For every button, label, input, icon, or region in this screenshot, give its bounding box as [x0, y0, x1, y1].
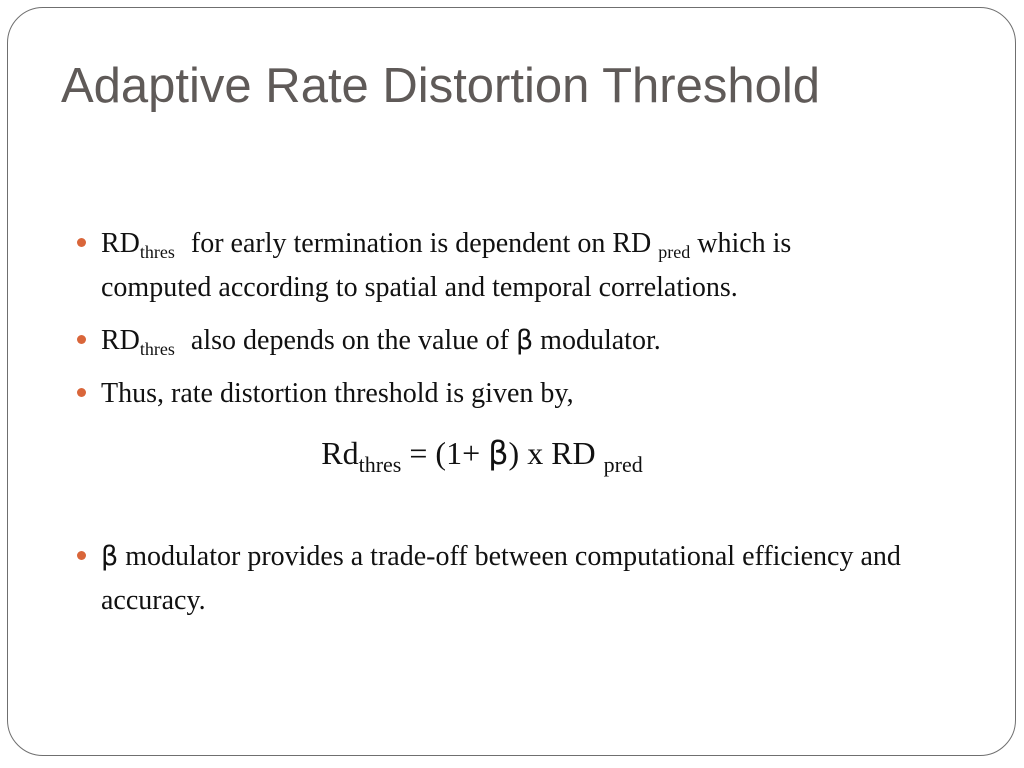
bullet-text: Thus, rate distortion threshold is given by, — [101, 378, 574, 409]
formula-lhs-subscript: thres — [358, 452, 402, 477]
bullet-text: modulator. — [540, 325, 661, 356]
bullet-text: for early termination is dependent on RD — [190, 228, 652, 259]
bullet-dot-icon — [77, 335, 86, 344]
rd-symbol: RD — [101, 325, 140, 356]
formula-rest: ) x RD — [508, 435, 596, 471]
bullet-dot-icon — [77, 551, 86, 560]
beta-symbol: β — [101, 541, 119, 572]
pred-subscript: pred — [658, 242, 691, 262]
bullet-text: also depends on the value of — [190, 325, 509, 356]
formula-equals: = (1+ — [409, 435, 481, 471]
rd-subscript: thres — [139, 242, 175, 262]
bullet-item — [77, 222, 907, 310]
bullet-item — [77, 319, 907, 363]
bullet-text: modulator provides a trade-off between computational efficiency and accuracy. — [101, 541, 901, 616]
slide-body — [77, 222, 907, 623]
bullet-dot-icon — [77, 388, 86, 397]
beta-symbol: β — [488, 434, 509, 472]
rd-subscript: thres — [139, 339, 175, 359]
formula-rhs-subscript: pred — [603, 452, 643, 477]
formula-lhs: Rd — [321, 435, 359, 471]
bullet-item — [77, 535, 907, 623]
bullet-item — [77, 372, 907, 416]
beta-symbol: β — [515, 325, 534, 356]
threshold-formula — [57, 428, 907, 478]
slide-title: Adaptive Rate Distortion Threshold — [61, 59, 820, 113]
bullet-dot-icon — [77, 238, 86, 247]
bullet-text: which is computed according to spatial and temporal correlations. — [101, 228, 792, 303]
rd-symbol: RD — [101, 228, 140, 259]
